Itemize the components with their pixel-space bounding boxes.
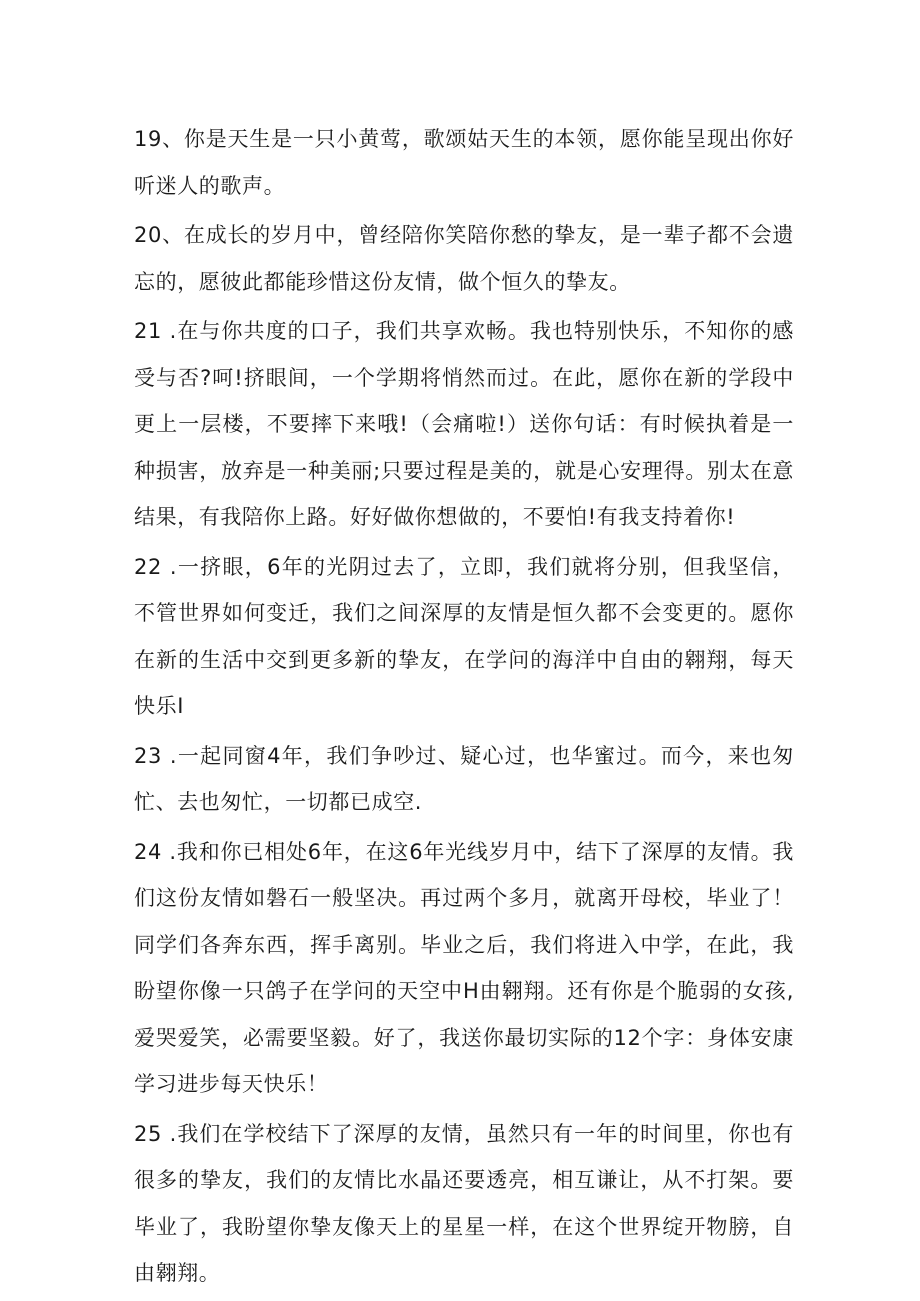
paragraph-25: 25 .我们在学校结下了深厚的友情，虽然只有一年的时间里，你也有很多的挚友，我们的友情比水晶还要透亮，相互谦让，从不打架。要毕业了，我盼望你挚友像天上的星星一样，在这个世界绽开物膀，自由翱翔。 xyxy=(134,1121,794,1285)
paragraph-20: 20、在成长的岁月中，曾经陪你笑陪你愁的挚友，是一辈子都不会遗忘的，愿彼此都能珍惜这份友情，做个恒久的挚友。 xyxy=(134,223,794,294)
paragraph-19: 19、你是天生是一只小黄莺，歌颂姑天生的本领，愿你能呈现出你好听迷人的歌声。 xyxy=(134,127,794,198)
paragraph-24: 24 .我和你已相处6年，在这6年光线岁月中，结下了深厚的友情。我们这份友情如磐石一般坚决。再过两个多月，就离开母校，毕业了！同学们各奔东西，挥手离别。毕业之后，我们将进入中学，在此，我盼望你像一只鸽子在学问的天空中H由翱翔。还有你是个脆弱的女孩,爱哭爱笑，必需要坚毅。好了，我送你最切实际的12个字：身体安康学习进步每天快乐！ xyxy=(134,839,794,1096)
paragraph-23: 23 .一起同窗4年，我们争吵过、疑心过，也华蜜过。而今，来也匆忙、去也匆忙，一切都已成空. xyxy=(134,743,794,814)
paragraph-22: 22 .一挤眼，6年的光阴过去了，立即，我们就将分别，但我坚信，不管世界如何变迁，我们之间深厚的友情是恒久都不会变更的。愿你在新的生活中交到更多新的挚友，在学问的海洋中自由的翱翔，每天快乐I xyxy=(134,554,794,718)
document-body xyxy=(134,116,794,1300)
paragraph-21: 21 .在与你共度的口子，我们共享欢畅。我也特别快乐，不知你的感受与否?呵!挤眼间，一个学期将悄然而过。在此，愿你在新的学段中更上一层楼，不要摔下来哦!（会痛啦!）送你句话：有时候执着是一种损害，放弃是一种美丽;只要过程是美的，就是心安理得。别太在意结果，有我陪你上路。好好做你想做的，不要怕!有我支持着你! xyxy=(134,319,794,529)
